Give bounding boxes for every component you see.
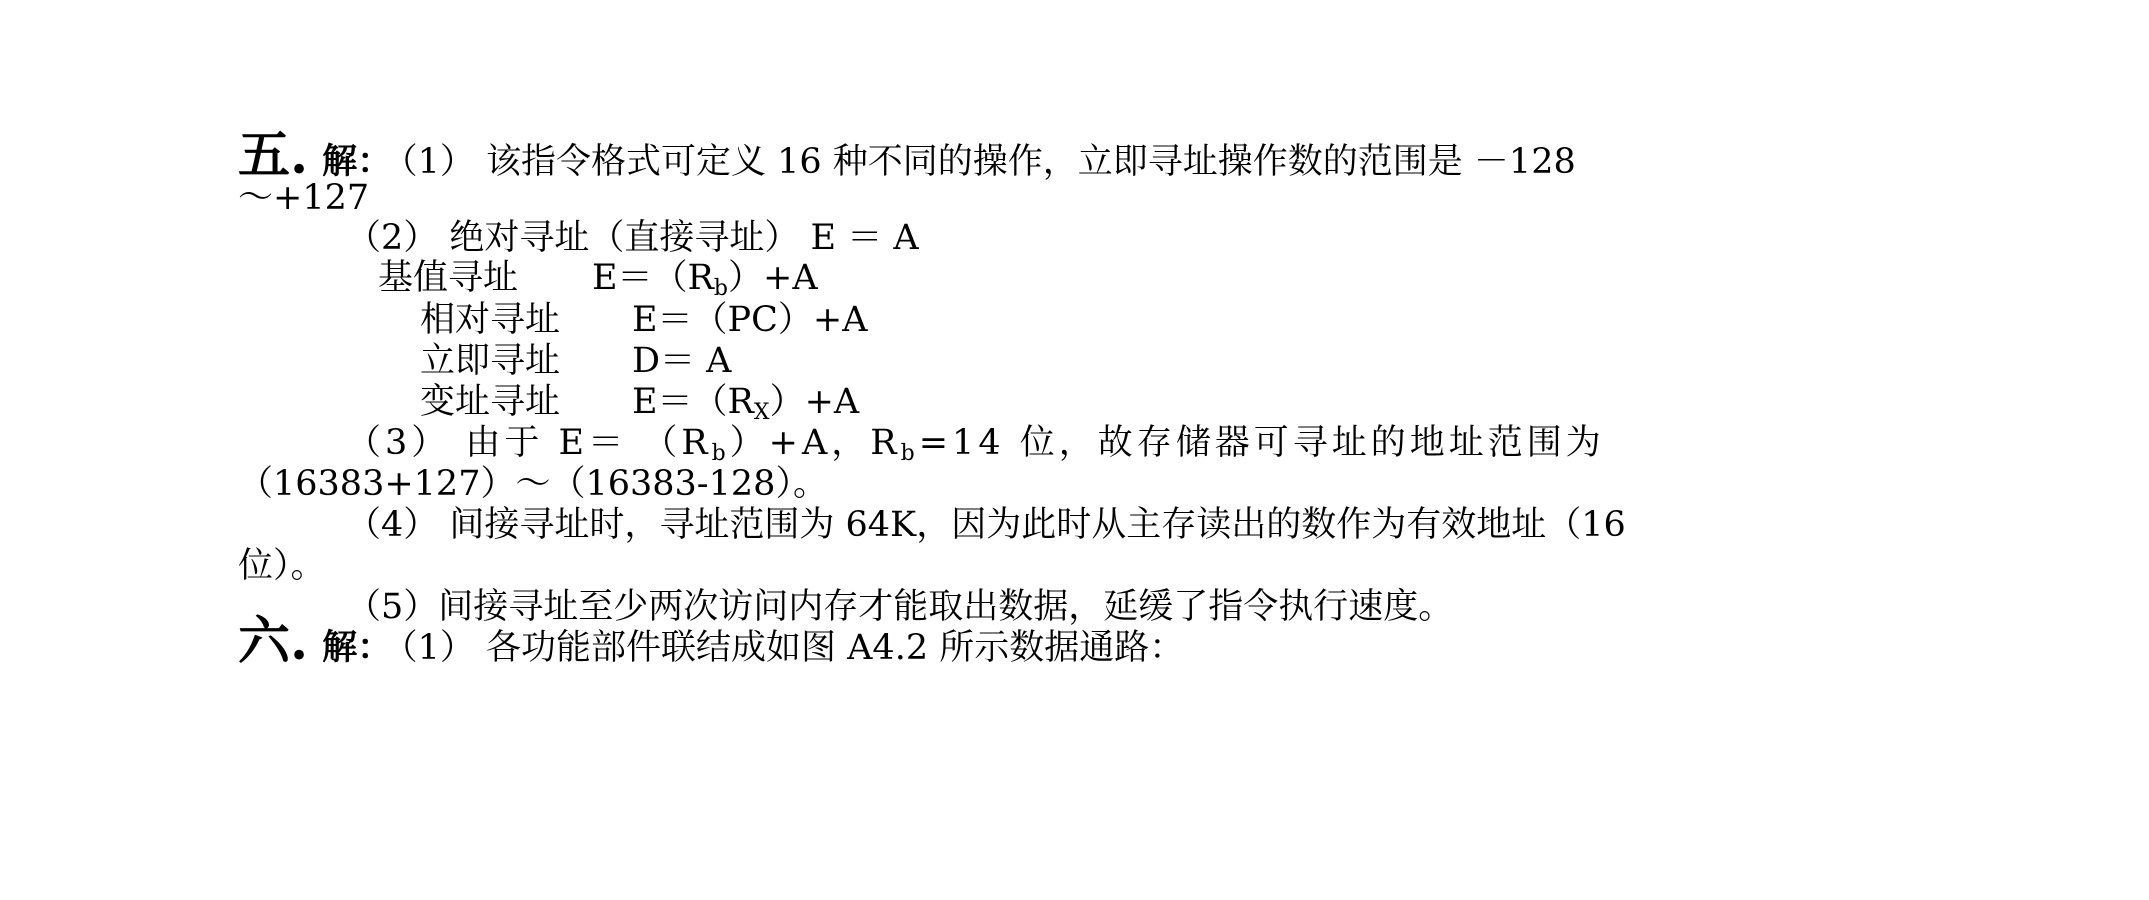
mode-row-index [420,380,560,424]
formula-text: E＝（R [592,258,714,298]
section-5-solution-label: 解： [322,141,393,182]
mode-name: 相对寻址 [420,300,561,340]
q2-intro: （2） 绝对寻址（直接寻址） E ＝ A [346,218,919,258]
mode-formula-relative [632,298,867,342]
section-5-number: 五. [238,125,309,186]
subscript: b [711,441,730,466]
section-6-solution-label: 解： [322,627,393,668]
mode-name: 变址寻址 [420,382,561,422]
formula-text: E＝（R [632,382,754,422]
mode-row-immediate [420,339,560,383]
mode-row-relative [420,298,560,342]
q3-text: ）+A，R [729,423,901,463]
mode-name: 立即寻址 [420,341,561,381]
formula-text: ）+A [769,382,860,422]
subscript: X [753,400,770,425]
section6-q1-text: （1） 各功能部件联结成如图 A4.2 所示数据通路： [400,628,1185,668]
q4-line2: 位）。 [238,546,326,586]
q5-line: （5）间接寻址至少两次访问内存才能取出数据，延缓了指令执行速度。 [346,587,1454,627]
q1-text: （1） 该指令格式可定义 16 种不同的操作，立即寻址操作数的范围是 －128 [400,142,1576,182]
formula-text: D＝ A [632,341,732,381]
q3-line2: （16383+127）～（16383-128）。 [238,464,828,504]
formula-text: E＝（PC）+A [632,300,868,340]
section-6-number: 六. [238,611,309,672]
subscript: b [900,441,919,466]
q3-text: =14 位，故存储器可寻址的地址范围为 [918,423,1605,463]
q3-text: （3） 由于 E＝ （R [346,423,712,463]
mode-formula-immediate [632,339,731,383]
subscript: b [713,276,728,301]
mode-name: 基值寻址 [378,258,519,298]
mode-row-base [378,256,518,300]
formula-text: ）+A [728,258,818,298]
q1-continuation: ～+127 [238,178,370,218]
q4-line1: （4） 间接寻址时，寻址范围为 64K，因为此时从主存读出的数作为有效地址（16 [346,505,1626,545]
section5-heading-line [238,125,1576,186]
section6-heading-line [238,611,1185,672]
